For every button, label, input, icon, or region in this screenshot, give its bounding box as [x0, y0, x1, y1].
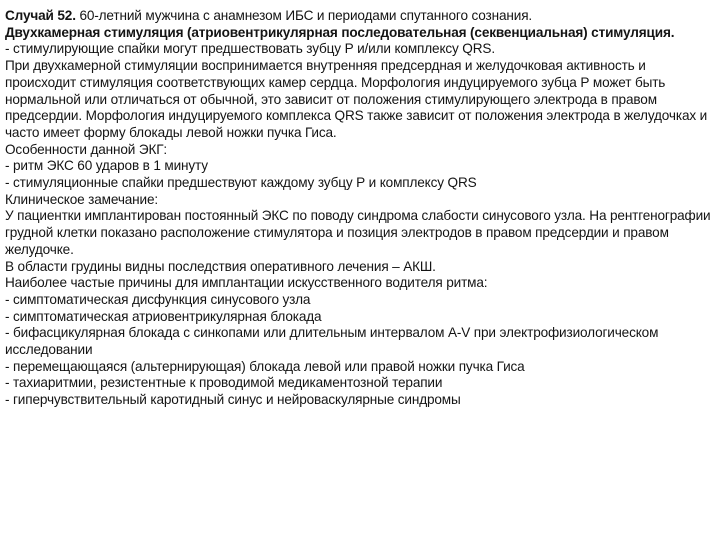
case-intro-line [5, 8, 711, 25]
text-paragraph-12: - перемещающаяся (альтернирующая) блокада левой или правой ножки пучка Гиса [5, 358, 525, 374]
section-heading: Двухкамерная стимуляция (атриовентрикулярная последовательная (секвенциальная) стимуляция. [5, 24, 675, 40]
text-paragraph-5: Клиническое замечание: [5, 191, 159, 207]
text-paragraph-11: - бифасцикулярная блокада с синкопами или длительным интервалом A-V при электрофизиологическом исследовании [5, 325, 659, 358]
text-paragraph-4: - стимуляционные спайки предшествуют каждому зубцу Р и комплексу QRS [5, 175, 477, 191]
text-paragraph-13: - тахиаритмии, резистентные к проводимой медикаментозной терапии [5, 375, 443, 391]
text-paragraph-10: - симптоматическая атриовентрикулярная блокада [5, 308, 322, 324]
case-intro: 60-летний мужчина с анамнезом ИБС и периодами спутанного сознания. [75, 8, 533, 23]
case-label: Случай 52. [5, 8, 76, 23]
text-paragraph-1: При двухкамерной стимуляции воспринимается внутренняя предсердная и желудочковая активность и происходит стимуляция соответствующих камер сердца. Морфология индуцируемого зубца Р может быть нормальной или отличаться от обычной, это зависит от положения стимулирующего электрода в правом предсердии. Морфология индуцируемого комплекса QRS также зависит от положения электрода в желудочках и часто имеет форму блокады левой ножки пучка Гиса. [5, 58, 708, 140]
text-paragraph-9: - симптоматическая дисфункция синусового узла [5, 291, 311, 307]
text-paragraph-6: У пациентки имплантирован постоянный ЭКС по поводу синдрома слабости синусового узла. На рентгенографии грудной клетки показано расположение стимулятора и позиция электродов в правом предсердии и правом желудочке. [5, 208, 711, 257]
text-paragraph-7: В области грудины видны последствия оперативного лечения – АКШ. [5, 258, 436, 274]
slide-text-block [5, 8, 711, 409]
text-paragraph-0: - стимулирующие спайки могут предшествовать зубцу Р и/или комплексу QRS. [5, 41, 495, 57]
text-paragraph-3: - ритм ЭКС 60 ударов в 1 минуту [5, 158, 208, 174]
text-paragraph-2: Особенности данной ЭКГ: [5, 141, 168, 157]
text-paragraph-14: - гиперчувствительный каротидный синус и нейроваскулярные синдромы [5, 392, 461, 408]
text-paragraph-8: Наиболее частые причины для имплантации искусственного водителя ритма: [5, 275, 488, 291]
